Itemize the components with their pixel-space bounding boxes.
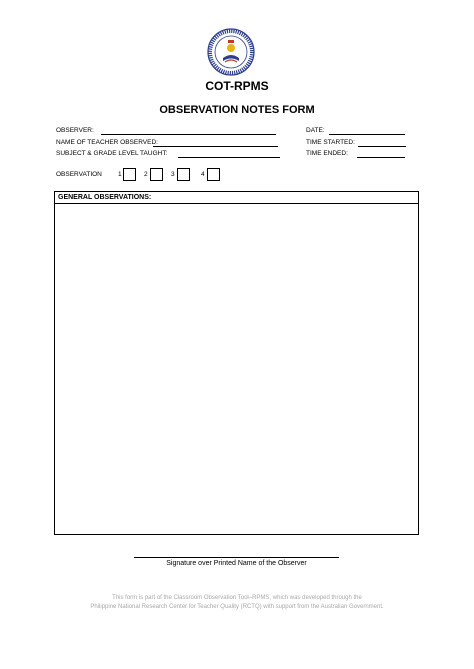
time-started-label: TIME STARTED: xyxy=(306,139,355,146)
footer-line-2: Philippine National Research Center for Teacher Quality (RCTQ) with support from the Australian Government. xyxy=(90,604,384,610)
observer-label: OBSERVER: xyxy=(56,127,94,134)
observation-checkbox-2[interactable] xyxy=(150,168,163,181)
form-title: COT-RPMS xyxy=(205,79,269,93)
observation-checkbox-4[interactable] xyxy=(207,168,220,181)
time-ended-field[interactable] xyxy=(357,157,405,158)
teacher-observed-label: NAME OF TEACHER OBSERVED: xyxy=(56,139,158,146)
observation-option-2-label: 2 xyxy=(144,171,148,178)
time-ended-label: TIME ENDED: xyxy=(306,150,348,157)
observation-checkbox-1[interactable] xyxy=(123,168,136,181)
subject-grade-label: SUBJECT & GRADE LEVEL TAUGHT: xyxy=(56,150,168,157)
general-observations-box[interactable] xyxy=(54,191,419,535)
general-observations-header: GENERAL OBSERVATIONS: xyxy=(55,192,418,204)
form-subtitle: OBSERVATION NOTES FORM xyxy=(159,104,315,116)
time-started-field[interactable] xyxy=(358,146,406,147)
footer-line-1: This form is part of the Classroom Observation Tool–RPMS, which was developed through the xyxy=(112,595,362,601)
observation-option-4-label: 4 xyxy=(201,171,205,178)
observation-option-3-label: 3 xyxy=(171,171,175,178)
teacher-observed-field[interactable] xyxy=(153,146,278,147)
date-field[interactable] xyxy=(329,134,405,135)
observation-label: OBSERVATION xyxy=(56,171,102,178)
observation-checkbox-3[interactable] xyxy=(177,168,190,181)
observer-field[interactable] xyxy=(101,134,276,135)
date-label: DATE: xyxy=(306,127,325,134)
subject-grade-field[interactable] xyxy=(178,157,280,158)
deped-seal-logo xyxy=(207,28,255,76)
signature-line[interactable] xyxy=(134,557,339,558)
signature-label: Signature over Printed Name of the Observer xyxy=(166,560,307,567)
observation-option-1-label: 1 xyxy=(118,171,122,178)
